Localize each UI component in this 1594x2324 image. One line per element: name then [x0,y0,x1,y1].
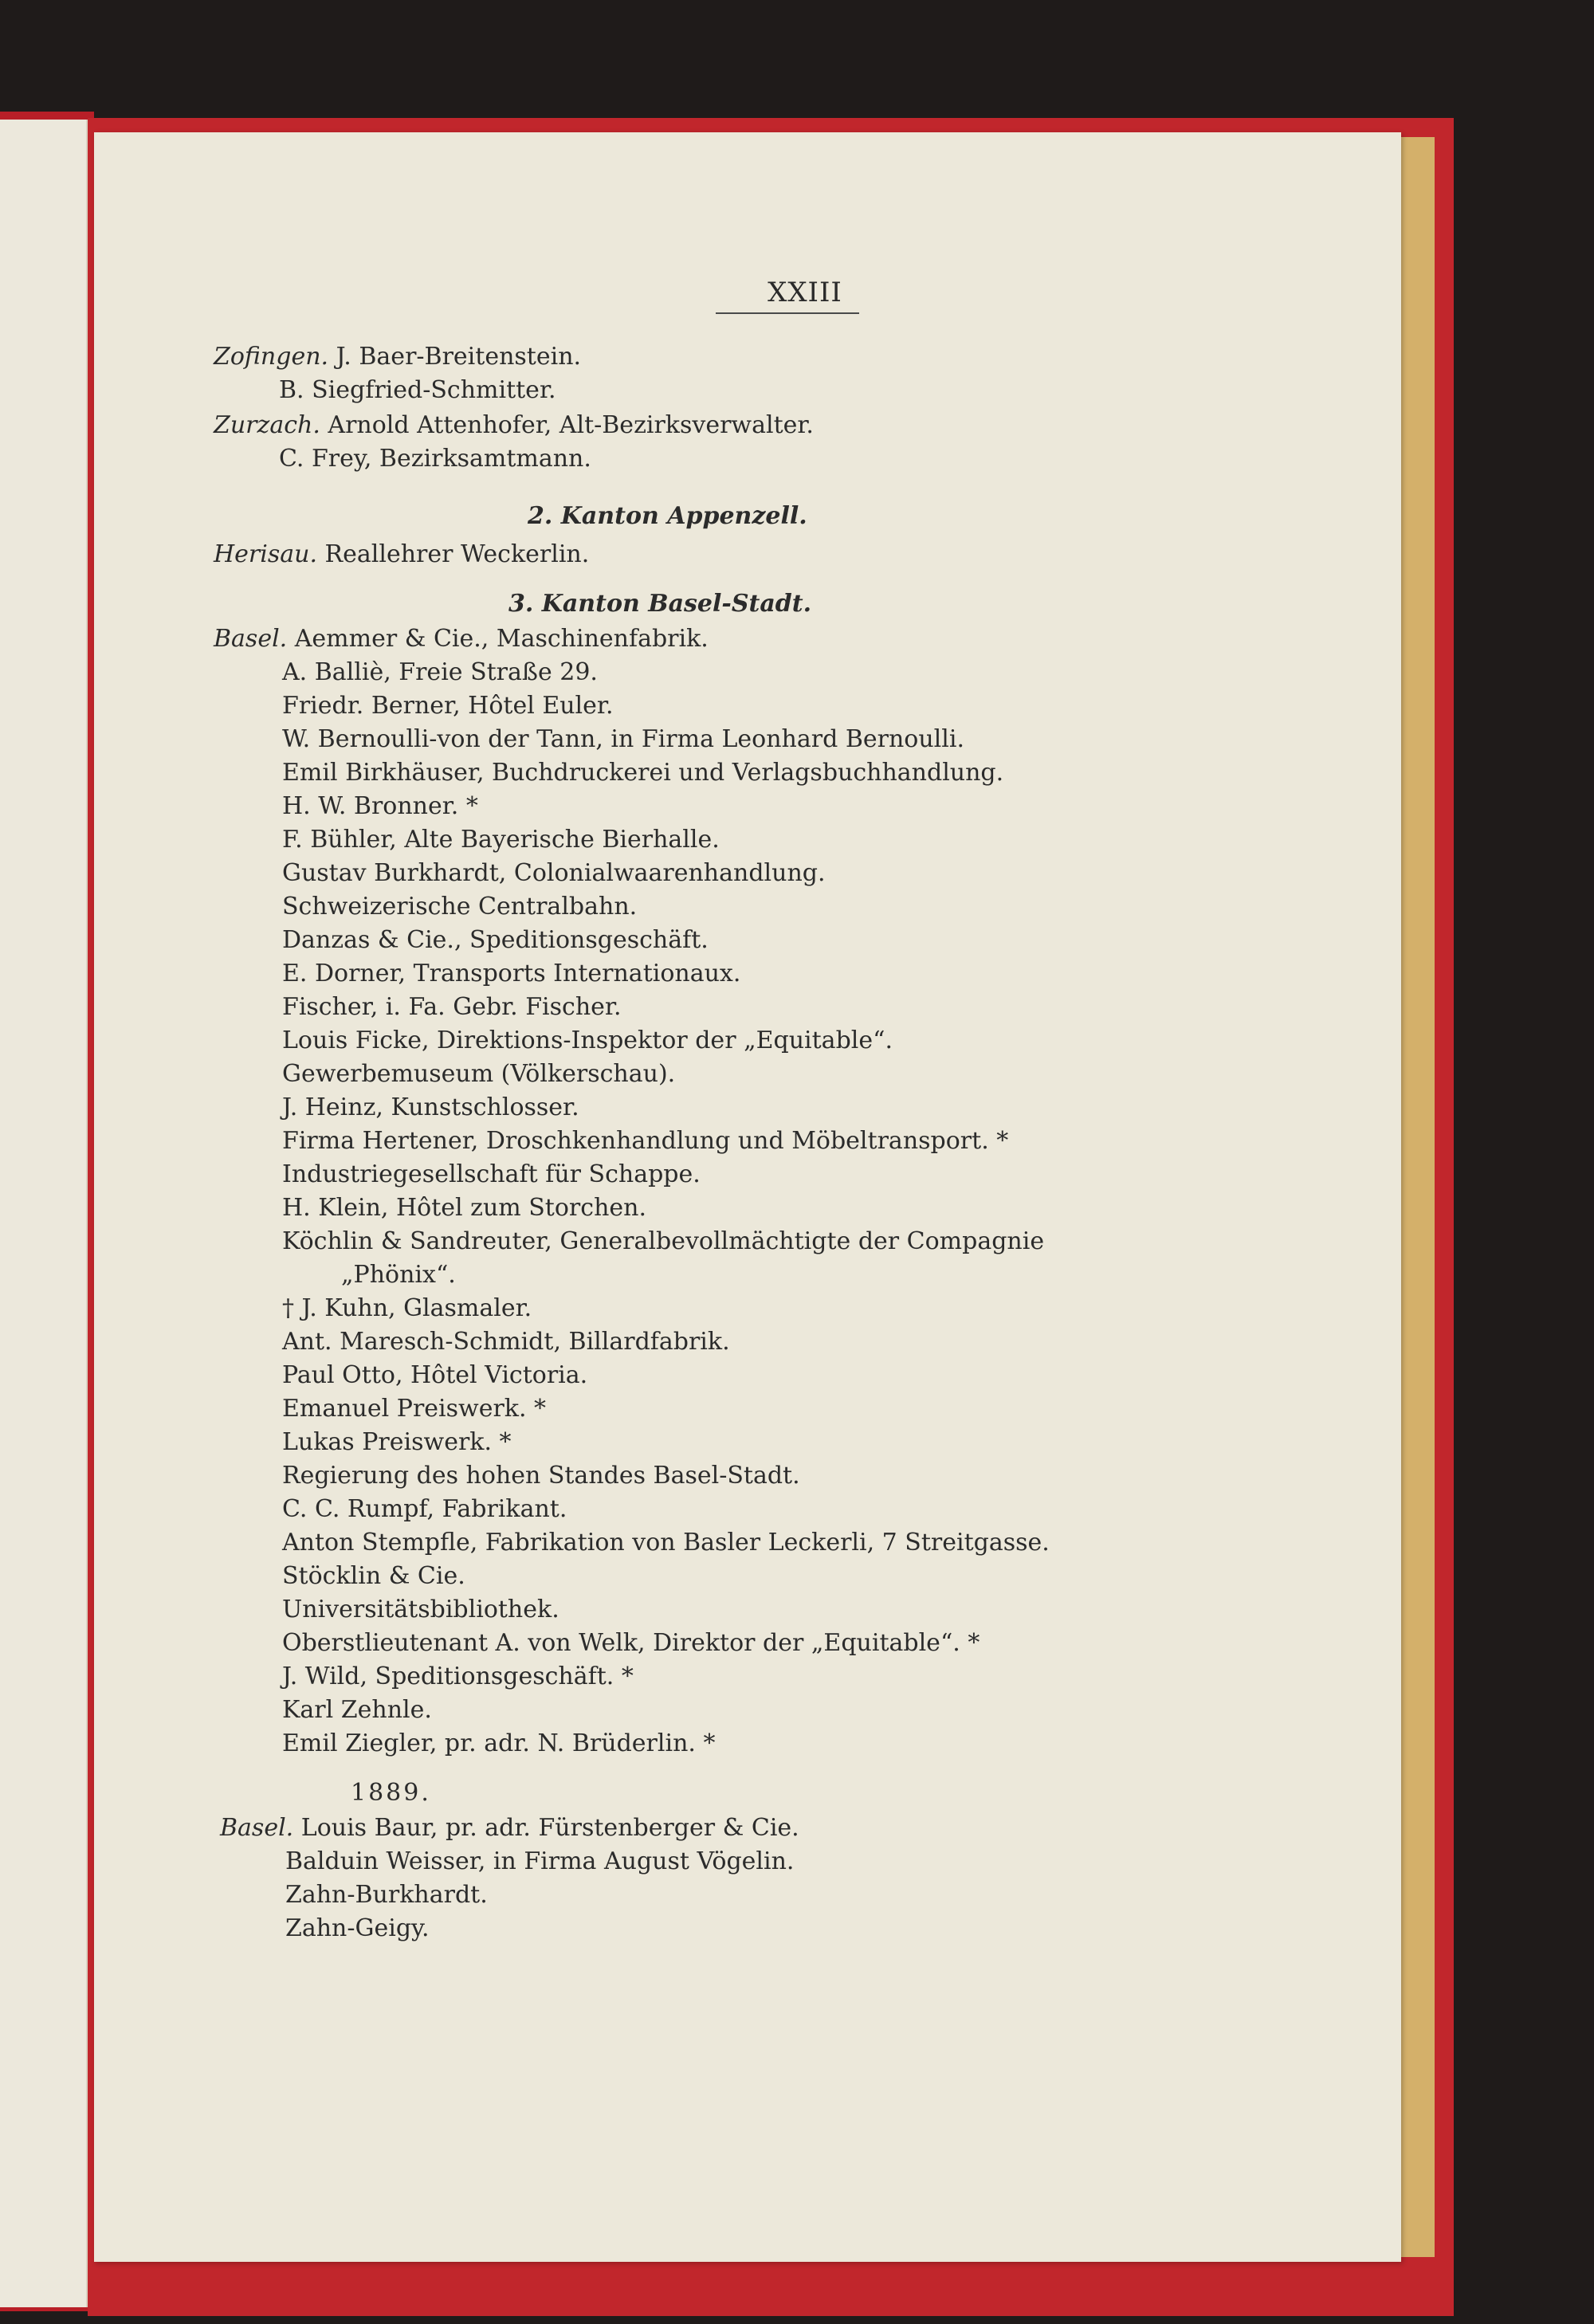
entry-line: J. Heinz, Kunstschlosser. [282,1093,579,1121]
entry-line: Firma Hertener, Droschkenhandlung und Möbeltransport. * [282,1127,1009,1155]
page-number: XXIII [768,277,842,308]
year-heading: 1889. [351,1779,431,1807]
entry-line: Regierung des hohen Standes Basel-Stadt. [282,1462,800,1490]
entry-line: Zahn-Geigy. [285,1914,430,1942]
entry-line: B. Siegfried-Schmitter. [279,376,556,404]
entry-line: Herisau. Reallehrer Weckerlin. [214,540,590,568]
entry-line: Paul Otto, Hôtel Victoria. [282,1361,588,1389]
entry-line: H. Klein, Hôtel zum Storchen. [282,1194,647,1222]
section-heading: 3. Kanton Basel-Stadt. [508,590,812,618]
entry-line: Friedr. Berner, Hôtel Euler. [282,692,614,720]
entry-line: Lukas Preiswerk. * [282,1428,512,1456]
entry-line: Balduin Weisser, in Firma August Vögelin. [285,1847,795,1875]
entry-line: Karl Zehnle. [282,1696,432,1724]
entry-line: H. W. Bronner. * [282,792,478,820]
entry-line: J. Wild, Speditionsgeschäft. * [282,1663,634,1690]
entry-line: Fischer, i. Fa. Gebr. Fischer. [282,993,622,1021]
entry-line: Louis Ficke, Direktions-Inspektor der „Equitable“. [282,1027,893,1054]
book-page [94,132,1401,2262]
entry-line: „Phönix“. [341,1261,456,1289]
entry-line: Stöcklin & Cie. [282,1562,465,1590]
entry-line: Basel. Aemmer & Cie., Maschinenfabrik. [214,625,709,653]
page-edges [1396,137,1435,2257]
entry-line: Anton Stempfle, Fabrikation von Basler Leckerli, 7 Streitgasse. [282,1529,1050,1557]
entry-line: A. Balliè, Freie Straße 29. [282,658,598,686]
entry-line: Basel. Louis Baur, pr. adr. Fürstenberger & Cie. [220,1814,799,1842]
entry-line: Oberstlieutenant A. von Welk, Direktor der „Equitable“. * [282,1629,980,1657]
entry-line: Danzas & Cie., Speditionsgeschäft. [282,926,709,954]
entry-line: Emanuel Preiswerk. * [282,1395,547,1423]
left-page [0,120,88,2307]
entry-line: Gustav Burkhardt, Colonialwaarenhandlung. [282,859,826,887]
entry-line: F. Bühler, Alte Bayerische Bierhalle. [282,826,720,854]
entry-line: Ant. Maresch-Schmidt, Billardfabrik. [282,1328,730,1356]
entry-line: † J. Kuhn, Glasmaler. [282,1294,532,1322]
entry-line: Industriegesellschaft für Schappe. [282,1160,701,1188]
entry-line: Emil Ziegler, pr. adr. N. Brüderlin. * [282,1729,716,1757]
entry-line: Zurzach. Arnold Attenhofer, Alt-Bezirksverwalter. [214,411,814,439]
entry-line: Zahn-Burkhardt. [285,1881,488,1909]
entry-line: Gewerbemuseum (Völkerschau). [282,1060,676,1088]
entry-line: Zofingen. J. Baer-Breitenstein. [214,343,582,371]
entry-line: C. Frey, Bezirksamtmann. [279,445,591,473]
section-heading: 2. Kanton Appenzell. [528,502,807,530]
entry-line: W. Bernoulli-von der Tann, in Firma Leonhard Bernoulli. [282,725,964,753]
entry-line: C. C. Rumpf, Fabrikant. [282,1495,567,1523]
entry-line: E. Dorner, Transports Internationaux. [282,960,741,987]
entry-line: Emil Birkhäuser, Buchdruckerei und Verlagsbuchhandlung. [282,759,1004,787]
entry-line: Schweizerische Centralbahn. [282,893,638,921]
header-rule [716,312,859,314]
entry-line: Universitätsbibliothek. [282,1596,559,1623]
entry-line: Köchlin & Sandreuter, Generalbevollmächtigte der Compagnie [282,1227,1045,1255]
